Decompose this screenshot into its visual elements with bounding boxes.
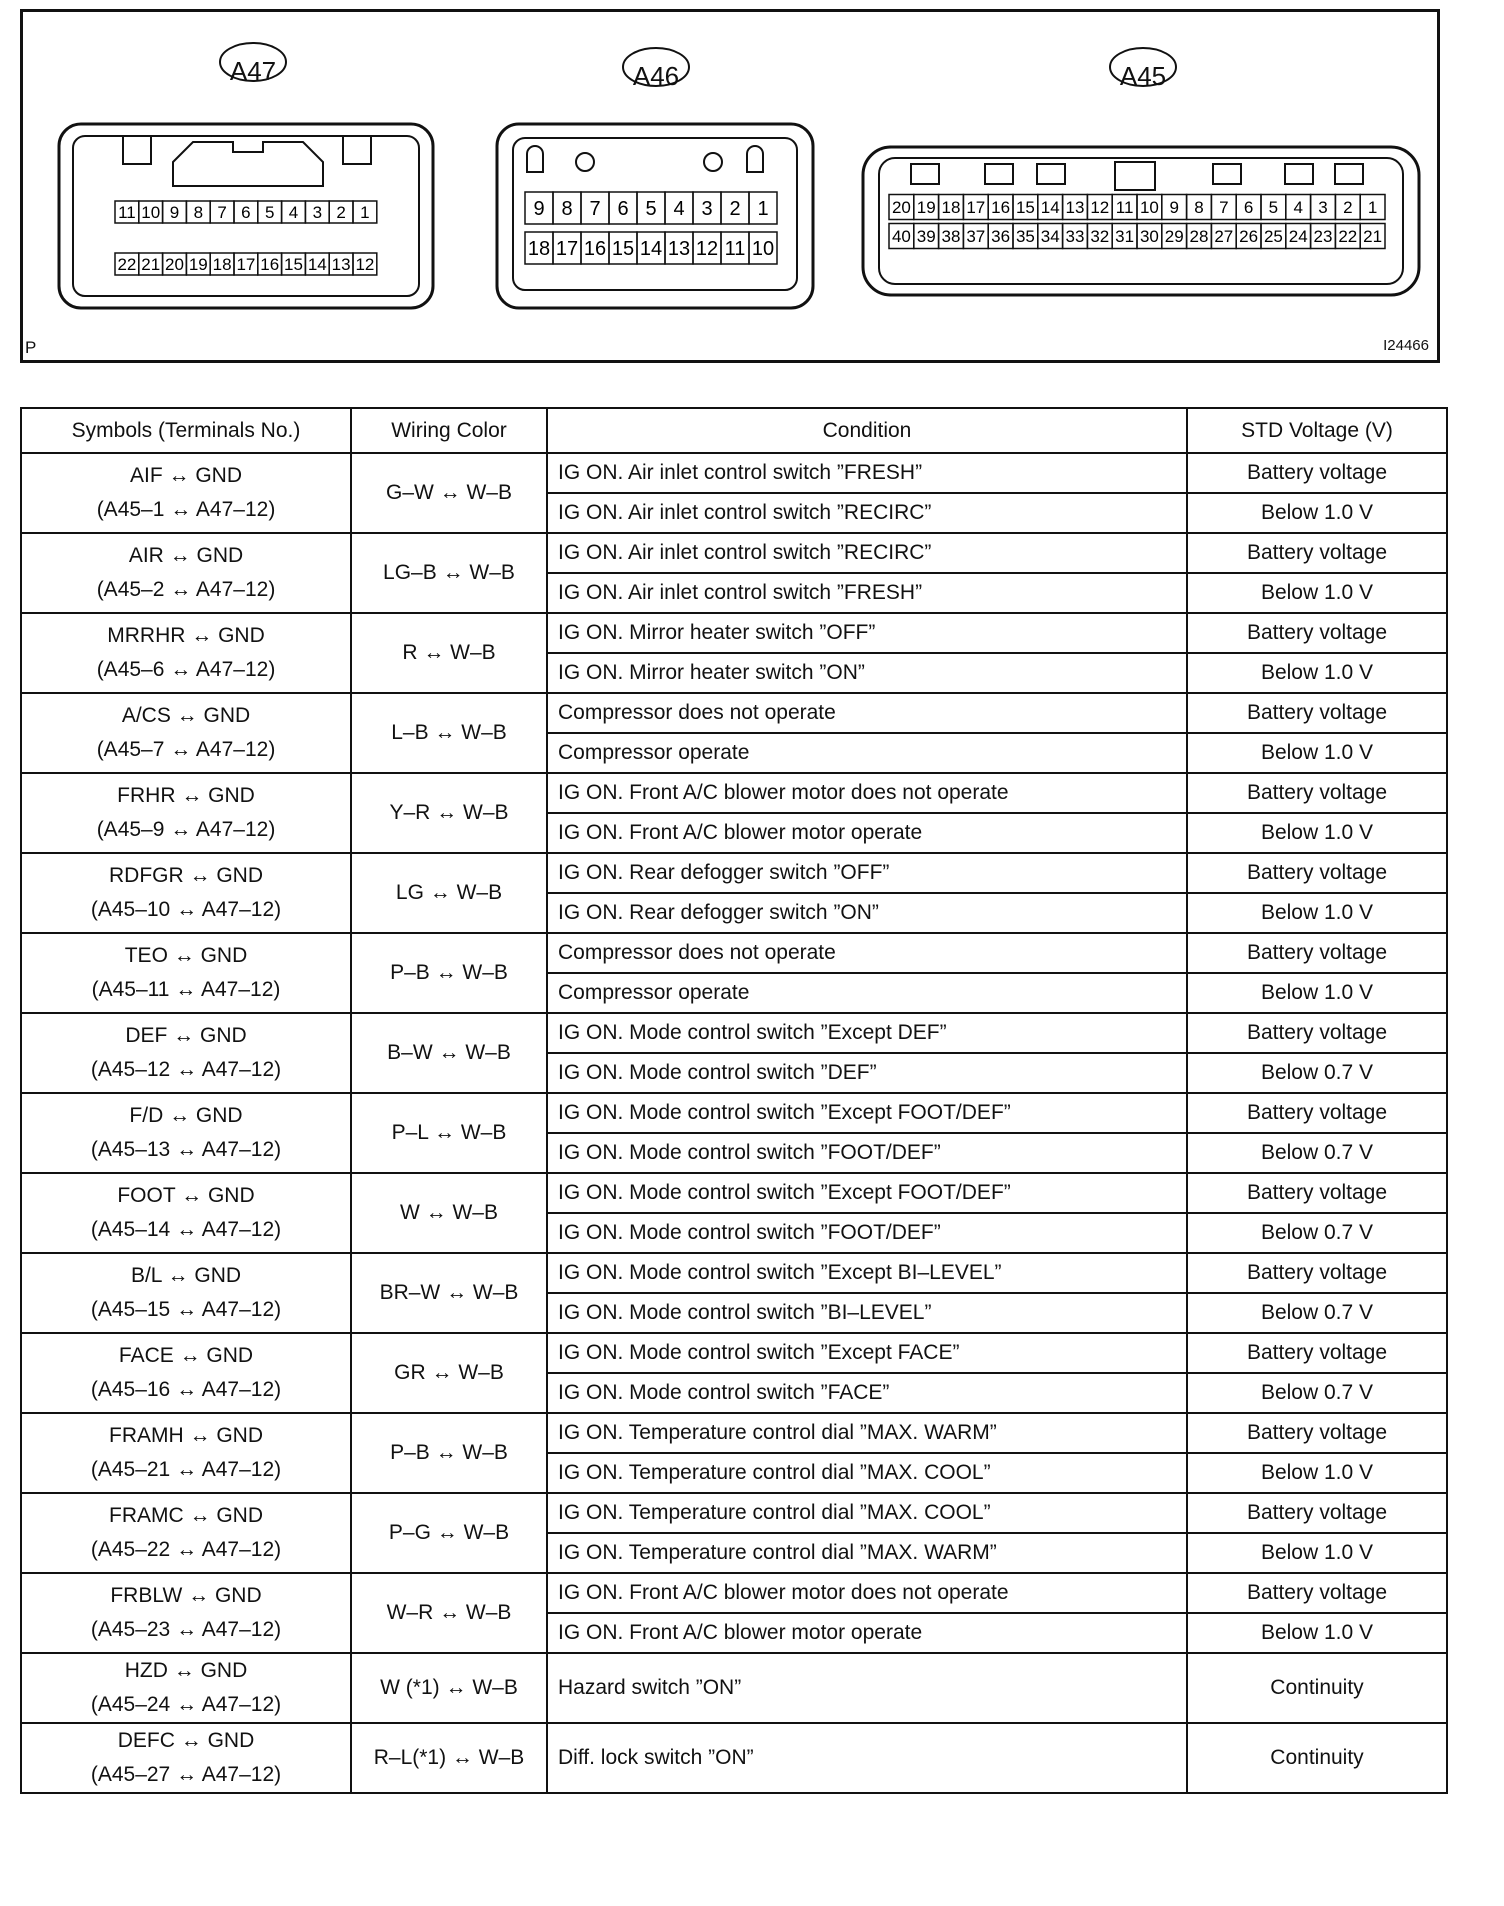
pin-number-a47: 17	[236, 255, 256, 275]
table-row	[21, 1013, 1447, 1053]
header-condition: Condition	[547, 408, 1187, 453]
table-row	[21, 1093, 1447, 1133]
wiring-color-cell: W–R ↔ W–B	[351, 1573, 547, 1653]
table-row	[21, 933, 1447, 973]
symbol-cell	[21, 1493, 351, 1573]
wiring-color-cell: GR ↔ W–B	[351, 1333, 547, 1413]
terminal-numbers: (A45–27 ↔ A47–12)	[90, 1763, 282, 1786]
symbol-text: A/CS ↔ GND	[121, 704, 251, 727]
symbol-text: MRRHR ↔ GND	[107, 624, 265, 647]
pin-number-a47: 14	[307, 255, 327, 275]
pin-number-a45: 36	[991, 227, 1011, 247]
condition-cell: IG ON. Front A/C blower motor operate	[547, 1613, 1187, 1653]
pin-number-a45: 26	[1239, 227, 1259, 247]
pin-number-a46: 4	[673, 198, 685, 221]
pin-number-a45: 7	[1219, 198, 1229, 218]
header-wiring-color: Wiring Color	[351, 408, 547, 453]
condition-cell: IG ON. Mode control switch ”FOOT/DEF”	[547, 1213, 1187, 1253]
pin-number-a47: 5	[264, 203, 275, 223]
figure-code: I24466	[1383, 337, 1429, 354]
connector-a45-housing	[863, 147, 1419, 295]
condition-cell: IG ON. Front A/C blower motor operate	[547, 813, 1187, 853]
symbol-cell	[21, 693, 351, 773]
condition-cell: Compressor does not operate	[547, 693, 1187, 733]
std-voltage-cell: Battery voltage	[1187, 1493, 1447, 1533]
pin-number-a45: 11	[1115, 198, 1134, 218]
pin-number-a47: 19	[188, 255, 208, 275]
pin-number-a46: 17	[555, 238, 579, 261]
table-row	[21, 1333, 1447, 1373]
pin-number-a45: 37	[966, 227, 986, 247]
terminal-numbers: (A45–13 ↔ A47–12)	[90, 1138, 282, 1161]
std-voltage-cell: Battery voltage	[1187, 853, 1447, 893]
inspection-table	[20, 407, 1448, 1794]
connector-a45-label: A45	[1119, 61, 1167, 91]
std-voltage-cell: Battery voltage	[1187, 1093, 1447, 1133]
condition-cell: IG ON. Air inlet control switch ”FRESH”	[547, 453, 1187, 493]
std-voltage-cell: Below 1.0 V	[1187, 733, 1447, 773]
table-row	[21, 853, 1447, 893]
terminal-numbers: (A45–15 ↔ A47–12)	[90, 1298, 282, 1321]
std-voltage-cell: Below 0.7 V	[1187, 1053, 1447, 1093]
wiring-color-cell: P–B ↔ W–B	[351, 1413, 547, 1493]
std-voltage-cell: Continuity	[1187, 1723, 1447, 1793]
condition-cell: IG ON. Temperature control dial ”MAX. COOL”	[547, 1453, 1187, 1493]
symbol-text: F/D ↔ GND	[129, 1104, 243, 1127]
condition-cell: Diff. lock switch ”ON”	[547, 1723, 1187, 1793]
wiring-color-cell: LG–B ↔ W–B	[351, 533, 547, 613]
symbol-cell	[21, 1253, 351, 1333]
pin-number-a45: 18	[941, 198, 961, 218]
condition-cell: IG ON. Temperature control dial ”MAX. COOL”	[547, 1493, 1187, 1533]
pin-number-a47: 6	[241, 203, 251, 223]
table-row	[21, 1413, 1447, 1453]
symbol-cell	[21, 613, 351, 693]
pin-number-a47: 8	[193, 203, 204, 223]
symbol-cell	[21, 1573, 351, 1653]
pin-number-a45: 2	[1343, 198, 1353, 218]
std-voltage-cell: Below 0.7 V	[1187, 1373, 1447, 1413]
symbol-text: FRBLW ↔ GND	[110, 1584, 262, 1607]
pin-number-a46: 18	[527, 238, 551, 261]
pin-number-a45: 3	[1318, 198, 1328, 218]
table-row	[21, 1653, 1447, 1723]
std-voltage-cell: Below 1.0 V	[1187, 1533, 1447, 1573]
condition-cell: IG ON. Front A/C blower motor does not operate	[547, 1573, 1187, 1613]
pin-number-a45: 9	[1169, 198, 1179, 218]
symbol-text: FRAMC ↔ GND	[109, 1504, 263, 1527]
pin-number-a46: 8	[561, 198, 573, 221]
wiring-color-cell: B–W ↔ W–B	[351, 1013, 547, 1093]
header-symbols: Symbols (Terminals No.)	[21, 408, 351, 453]
pin-number-a46: 16	[583, 238, 607, 261]
pin-number-a46: 1	[757, 198, 769, 221]
pin-number-a47: 22	[117, 255, 137, 275]
std-voltage-cell: Battery voltage	[1187, 453, 1447, 493]
std-voltage-cell: Below 1.0 V	[1187, 653, 1447, 693]
pin-number-a45: 17	[966, 198, 986, 218]
std-voltage-cell: Battery voltage	[1187, 693, 1447, 733]
pin-number-a45: 15	[1015, 198, 1035, 218]
std-voltage-cell: Battery voltage	[1187, 1173, 1447, 1213]
wiring-color-cell: P–G ↔ W–B	[351, 1493, 547, 1573]
condition-cell: IG ON. Mode control switch ”BI–LEVEL”	[547, 1293, 1187, 1333]
pin-number-a46: 10	[751, 238, 775, 261]
condition-cell: IG ON. Mode control switch ”Except FOOT/DEF”	[547, 1173, 1187, 1213]
pin-number-a47: 3	[312, 203, 323, 223]
table-header-row	[21, 408, 1447, 453]
table-row	[21, 693, 1447, 733]
pin-number-a46: 15	[611, 238, 635, 261]
wiring-color-cell: L–B ↔ W–B	[351, 693, 547, 773]
pin-number-a45: 22	[1338, 227, 1358, 247]
symbol-text: RDFGR ↔ GND	[109, 864, 263, 887]
pin-number-a45: 13	[1065, 198, 1085, 218]
pin-number-a45: 14	[1040, 198, 1060, 218]
pin-number-a45: 5	[1268, 198, 1279, 218]
std-voltage-cell: Battery voltage	[1187, 773, 1447, 813]
pin-number-a46: 13	[667, 238, 691, 261]
table-row	[21, 533, 1447, 573]
pin-number-a45: 35	[1015, 227, 1035, 247]
terminal-numbers: (A45–16 ↔ A47–12)	[90, 1378, 282, 1401]
pin-number-a45: 31	[1115, 227, 1135, 247]
condition-cell: IG ON. Air inlet control switch ”FRESH”	[547, 573, 1187, 613]
symbol-cell	[21, 773, 351, 853]
condition-cell: IG ON. Mode control switch ”Except DEF”	[547, 1013, 1187, 1053]
condition-cell: Compressor does not operate	[547, 933, 1187, 973]
pin-number-a45: 6	[1243, 198, 1254, 218]
pin-number-a47: 18	[212, 255, 232, 275]
pin-number-a46: 2	[729, 198, 741, 221]
pin-number-a46: 7	[589, 198, 601, 221]
condition-cell: Hazard switch ”ON”	[547, 1653, 1187, 1723]
symbol-text: DEFC ↔ GND	[117, 1729, 255, 1752]
symbol-cell	[21, 1333, 351, 1413]
pin-number-a47: 12	[355, 255, 375, 275]
condition-cell: IG ON. Air inlet control switch ”RECIRC”	[547, 493, 1187, 533]
terminal-numbers: (A45–24 ↔ A47–12)	[90, 1693, 282, 1716]
condition-cell: Compressor operate	[547, 733, 1187, 773]
pin-number-a47: 13	[331, 255, 351, 275]
std-voltage-cell: Battery voltage	[1187, 613, 1447, 653]
condition-cell: IG ON. Front A/C blower motor does not operate	[547, 773, 1187, 813]
symbol-text: FRHR ↔ GND	[117, 784, 255, 807]
pin-number-a45: 20	[891, 198, 911, 218]
std-voltage-cell: Below 1.0 V	[1187, 493, 1447, 533]
wiring-color-cell: R–L(*1) ↔ W–B	[351, 1723, 547, 1793]
symbol-text: TEO ↔ GND	[124, 944, 248, 967]
pin-number-a46: 5	[645, 198, 657, 221]
std-voltage-cell: Continuity	[1187, 1653, 1447, 1723]
symbol-text: FRAMH ↔ GND	[109, 1424, 263, 1447]
std-voltage-cell: Battery voltage	[1187, 1413, 1447, 1453]
std-voltage-cell: Below 1.0 V	[1187, 573, 1447, 613]
wiring-color-cell: BR–W ↔ W–B	[351, 1253, 547, 1333]
pin-number-a45: 40	[891, 227, 911, 247]
pin-number-a47: 2	[336, 203, 346, 223]
symbol-text: B/L ↔ GND	[130, 1264, 242, 1287]
wiring-color-cell: LG ↔ W–B	[351, 853, 547, 933]
terminal-numbers: (A45–14 ↔ A47–12)	[90, 1218, 282, 1241]
pin-number-a47: 10	[141, 203, 161, 223]
std-voltage-cell: Below 1.0 V	[1187, 1613, 1447, 1653]
condition-cell: IG ON. Temperature control dial ”MAX. WARM”	[547, 1413, 1187, 1453]
wiring-color-cell: W (*1) ↔ W–B	[351, 1653, 547, 1723]
condition-cell: Compressor operate	[547, 973, 1187, 1013]
symbol-cell	[21, 853, 351, 933]
pin-number-a47: 7	[217, 203, 227, 223]
pin-number-a47: 9	[169, 203, 180, 223]
symbol-cell	[21, 1723, 351, 1793]
connector-diagram	[20, 9, 1440, 363]
pin-number-a47: 4	[288, 203, 299, 223]
symbol-text: FACE ↔ GND	[118, 1344, 254, 1367]
std-voltage-cell: Below 1.0 V	[1187, 813, 1447, 853]
terminal-numbers: (A45–23 ↔ A47–12)	[90, 1618, 282, 1641]
terminal-numbers: (A45–12 ↔ A47–12)	[90, 1058, 282, 1081]
pin-number-a45: 34	[1040, 227, 1060, 247]
terminal-numbers: (A45–7 ↔ A47–12)	[96, 738, 276, 761]
header-std-voltage: STD Voltage (V)	[1187, 408, 1447, 453]
wiring-color-cell: W ↔ W–B	[351, 1173, 547, 1253]
symbol-text: AIF ↔ GND	[129, 464, 242, 487]
pin-number-a47: 11	[118, 203, 136, 223]
table-row	[21, 453, 1447, 493]
std-voltage-cell: Below 0.7 V	[1187, 1213, 1447, 1253]
pin-number-a47: 16	[260, 255, 280, 275]
pin-number-a45: 39	[916, 227, 936, 247]
pin-number-a45: 23	[1313, 227, 1333, 247]
terminal-numbers: (A45–11 ↔ A47–12)	[91, 978, 281, 1001]
pin-number-a46: 3	[701, 198, 713, 221]
condition-cell: IG ON. Mode control switch ”FOOT/DEF”	[547, 1133, 1187, 1173]
condition-cell: IG ON. Mode control switch ”Except BI–LEVEL”	[547, 1253, 1187, 1293]
std-voltage-cell: Battery voltage	[1187, 533, 1447, 573]
std-voltage-cell: Below 1.0 V	[1187, 1453, 1447, 1493]
pin-number-a45: 25	[1263, 227, 1283, 247]
terminal-numbers: (A45–2 ↔ A47–12)	[96, 578, 276, 601]
symbol-cell	[21, 933, 351, 1013]
condition-cell: IG ON. Rear defogger switch ”OFF”	[547, 853, 1187, 893]
symbol-text: HZD ↔ GND	[124, 1659, 248, 1682]
condition-cell: IG ON. Mode control switch ”Except FOOT/DEF”	[547, 1093, 1187, 1133]
condition-cell: IG ON. Temperature control dial ”MAX. WARM”	[547, 1533, 1187, 1573]
pin-number-a45: 10	[1139, 198, 1159, 218]
std-voltage-cell: Battery voltage	[1187, 1013, 1447, 1053]
std-voltage-cell: Battery voltage	[1187, 933, 1447, 973]
terminal-numbers: (A45–22 ↔ A47–12)	[90, 1538, 282, 1561]
condition-cell: IG ON. Mode control switch ”DEF”	[547, 1053, 1187, 1093]
pin-number-a47: 21	[141, 255, 161, 275]
pin-number-a46: 12	[695, 238, 719, 261]
std-voltage-cell: Battery voltage	[1187, 1333, 1447, 1373]
symbol-text: DEF ↔ GND	[125, 1024, 247, 1047]
condition-cell: IG ON. Air inlet control switch ”RECIRC”	[547, 533, 1187, 573]
pin-number-a45: 28	[1189, 227, 1209, 247]
wiring-color-cell: Y–R ↔ W–B	[351, 773, 547, 853]
pin-number-a45: 1	[1367, 198, 1378, 218]
symbol-cell	[21, 533, 351, 613]
symbol-cell	[21, 1013, 351, 1093]
pin-number-a45: 8	[1194, 198, 1204, 218]
symbol-cell	[21, 1653, 351, 1723]
pin-number-a47: 20	[165, 255, 184, 275]
symbol-cell	[21, 1093, 351, 1173]
pin-number-a47: 1	[360, 203, 370, 223]
pin-number-a45: 38	[941, 227, 961, 247]
pin-number-a45: 21	[1363, 227, 1383, 247]
terminal-numbers: (A45–6 ↔ A47–12)	[96, 658, 276, 681]
pin-number-a45: 19	[916, 198, 936, 218]
terminal-numbers: (A45–10 ↔ A47–12)	[90, 898, 282, 921]
table-row	[21, 1173, 1447, 1213]
std-voltage-cell: Below 1.0 V	[1187, 973, 1447, 1013]
table-row	[21, 1253, 1447, 1293]
pin-number-a45: 30	[1139, 227, 1159, 247]
wiring-color-cell: R ↔ W–B	[351, 613, 547, 693]
wiring-color-cell: G–W ↔ W–B	[351, 453, 547, 533]
symbol-text: FOOT ↔ GND	[117, 1184, 255, 1207]
wiring-color-cell: P–L ↔ W–B	[351, 1093, 547, 1173]
std-voltage-cell: Below 0.7 V	[1187, 1133, 1447, 1173]
std-voltage-cell: Battery voltage	[1187, 1253, 1447, 1293]
pin-number-a45: 12	[1090, 198, 1110, 218]
table-row	[21, 1573, 1447, 1613]
connector-a46-label: A46	[632, 61, 680, 91]
symbol-text: AIR ↔ GND	[128, 544, 244, 567]
table-row	[21, 1723, 1447, 1793]
pin-number-a46: 9	[533, 198, 545, 221]
table-row	[21, 773, 1447, 813]
condition-cell: IG ON. Rear defogger switch ”ON”	[547, 893, 1187, 933]
pin-number-a45: 33	[1065, 227, 1085, 247]
condition-cell: IG ON. Mirror heater switch ”ON”	[547, 653, 1187, 693]
pin-number-a45: 16	[991, 198, 1011, 218]
std-voltage-cell: Below 1.0 V	[1187, 893, 1447, 933]
std-voltage-cell: Battery voltage	[1187, 1573, 1447, 1613]
wiring-color-cell: P–B ↔ W–B	[351, 933, 547, 1013]
corner-mark: P	[25, 338, 37, 357]
terminal-numbers: (A45–21 ↔ A47–12)	[90, 1458, 282, 1481]
pin-number-a47: 15	[284, 255, 303, 275]
pin-number-a45: 32	[1090, 227, 1110, 247]
condition-cell: IG ON. Mirror heater switch ”OFF”	[547, 613, 1187, 653]
pin-number-a45: 4	[1293, 198, 1303, 218]
symbol-cell	[21, 1413, 351, 1493]
symbol-cell	[21, 1173, 351, 1253]
pin-grids	[115, 192, 1385, 275]
symbol-cell	[21, 453, 351, 533]
table-row	[21, 613, 1447, 653]
pin-number-a46: 11	[724, 238, 746, 261]
table-body	[21, 453, 1447, 1793]
pin-number-a45: 27	[1214, 227, 1234, 247]
std-voltage-cell: Below 0.7 V	[1187, 1293, 1447, 1333]
pin-number-a45: 24	[1288, 227, 1308, 247]
pin-number-a46: 6	[617, 198, 629, 221]
connector-a47-label: A47	[229, 56, 277, 86]
table-row	[21, 1493, 1447, 1533]
pin-number-a45: 29	[1164, 227, 1184, 247]
terminal-numbers: (A45–1 ↔ A47–12)	[96, 498, 276, 521]
condition-cell: IG ON. Mode control switch ”FACE”	[547, 1373, 1187, 1413]
terminal-numbers: (A45–9 ↔ A47–12)	[96, 818, 276, 841]
pin-number-a46: 14	[639, 238, 663, 261]
condition-cell: IG ON. Mode control switch ”Except FACE”	[547, 1333, 1187, 1373]
